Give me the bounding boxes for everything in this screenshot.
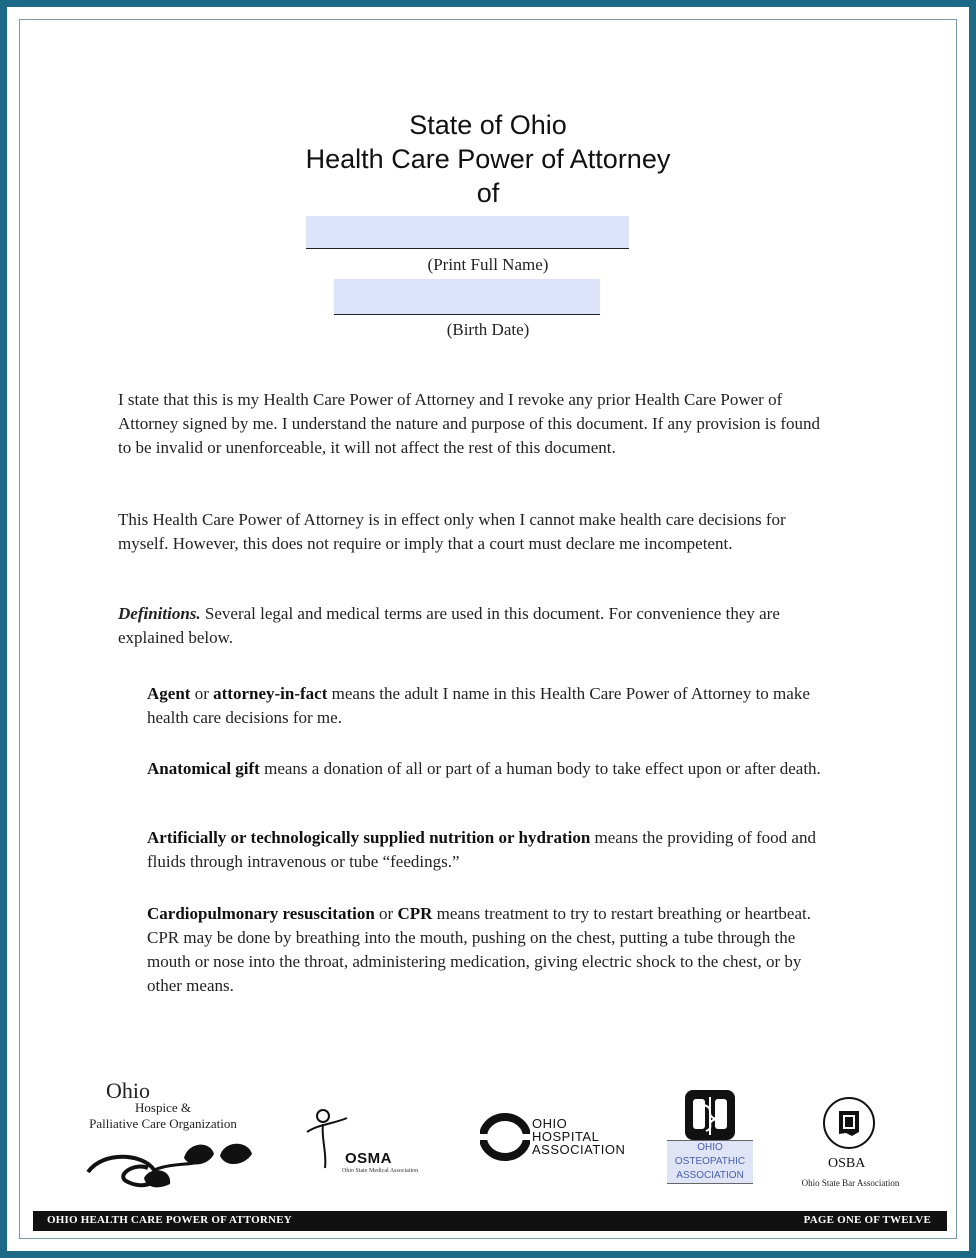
definition-text: means the adult I name in this Health Care Power of Attorney to make health care decisions for me. bbox=[147, 684, 810, 727]
oha-logo-icon bbox=[480, 1113, 530, 1161]
osba-logo-name: OSBA bbox=[828, 1156, 866, 1171]
birth-date-caption: (Birth Date) bbox=[446, 320, 530, 339]
ohio-hospice-logo-sub: Hospice & Palliative Care Organization bbox=[89, 1100, 237, 1131]
definition-connector: or bbox=[374, 904, 398, 923]
oha-line-3: ASSOCIATION bbox=[532, 1142, 626, 1157]
definition-term: Cardiopulmonary resuscitation bbox=[147, 904, 375, 923]
birth-date-input[interactable] bbox=[334, 279, 600, 315]
oha-line-2: HOSPITAL bbox=[532, 1129, 600, 1144]
ooa-line-1: OHIO bbox=[697, 1142, 723, 1153]
leaf-vine-icon bbox=[84, 1132, 256, 1194]
page-footer bbox=[33, 1211, 947, 1231]
definitions-intro bbox=[118, 602, 823, 650]
title-line-2: Health Care Power of Attorney bbox=[305, 144, 671, 174]
definition-nutrition-hydration bbox=[147, 826, 823, 874]
definition-cpr bbox=[147, 902, 823, 998]
ooa-logo-name bbox=[667, 1140, 753, 1184]
definition-connector: or bbox=[190, 684, 214, 703]
definition-term: Agent bbox=[147, 684, 191, 703]
definition-term: CPR bbox=[397, 904, 433, 923]
footer-page-number: PAGE ONE OF TWELVE bbox=[803, 1214, 931, 1226]
oha-logo-name bbox=[532, 1117, 625, 1156]
osma-logo-sub: Ohio State Medical Association bbox=[342, 1168, 419, 1174]
full-name-input[interactable] bbox=[306, 216, 629, 249]
definition-term: Anatomical gift bbox=[147, 759, 260, 778]
definition-anatomical-gift bbox=[147, 757, 823, 781]
osma-figure-icon bbox=[305, 1108, 349, 1170]
title-line-1: State of Ohio bbox=[409, 110, 567, 140]
revocation-paragraph: I state that this is my Health Care Power of Attorney and I revoke any prior Health Care Power of Attorney signed by me. I understand the nature and purpose of this document. If any provision is found to be invalid or unenforceable, it will not affect the rest of this document. bbox=[118, 390, 821, 457]
definition-text: means a donation of all or part of a human body to take effect upon or after death. bbox=[259, 759, 821, 778]
title-line-3: of bbox=[476, 178, 500, 208]
ohio-hospice-logo-name: Ohio bbox=[106, 1078, 150, 1103]
osba-seal-icon bbox=[822, 1096, 876, 1150]
definition-text: means the providing of food and fluids through intravenous or tube “feedings.” bbox=[147, 828, 816, 871]
effect-paragraph: This Health Care Power of Attorney is in effect only when I cannot make health care decisions for myself. However, this does not require or imply that a court must declare me incompetent. bbox=[118, 510, 786, 553]
definition-text: means treatment to try to restart breathing or heartbeat. CPR may be done by breathing into the mouth, pushing on the chest, putting a tube through the mouth or nose into the throat, administering medication, giving electric shock to the chest, or by other means. bbox=[147, 904, 811, 995]
definitions-intro-text: Several legal and medical terms are used in this document. For convenience they are explained below. bbox=[118, 604, 780, 647]
ooa-caduceus-icon bbox=[684, 1089, 736, 1141]
full-name-caption: (Print Full Name) bbox=[427, 255, 549, 274]
osba-logo-sub: Ohio State Bar Association bbox=[801, 1178, 900, 1188]
definitions-heading: Definitions. bbox=[118, 604, 201, 623]
oha-line-1: OHIO bbox=[532, 1116, 568, 1131]
document-title bbox=[0, 108, 976, 210]
definition-term: attorney-in-fact bbox=[213, 684, 328, 703]
ooa-line-3: ASSOCIATION bbox=[676, 1170, 744, 1181]
ooa-line-2: OSTEOPATHIC bbox=[674, 1156, 746, 1167]
osma-logo-name: OSMA bbox=[345, 1150, 392, 1167]
definition-agent bbox=[147, 682, 823, 730]
definition-term: Artificially or technologically supplied nutrition or hydration bbox=[147, 828, 591, 847]
footer-document-title: OHIO HEALTH CARE POWER OF ATTORNEY bbox=[47, 1214, 292, 1226]
